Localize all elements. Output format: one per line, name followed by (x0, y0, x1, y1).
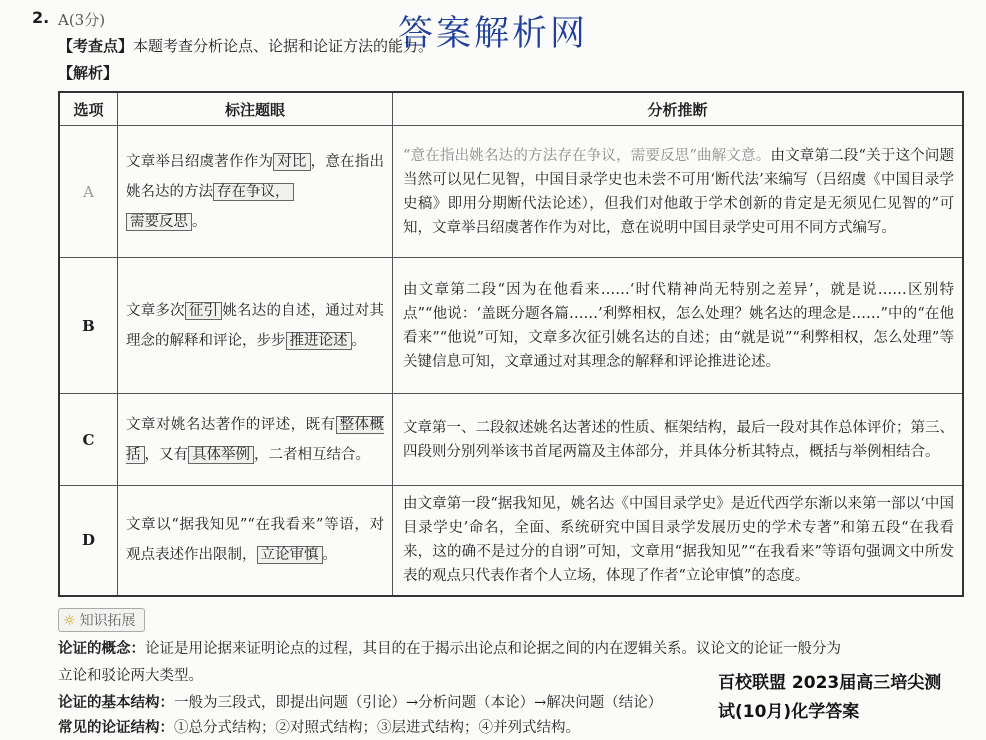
mark-text: 文章多次 (126, 302, 185, 319)
mark-cell (118, 486, 393, 596)
note-text: ①总分式结构；②对照式结构；③层进式结构；④并列式结构。 (174, 720, 580, 736)
jiexi-line (58, 62, 118, 83)
extension-title: 知识拓展 (79, 613, 136, 629)
analysis-cell (393, 126, 964, 258)
mark-text: ，二者相互结合。 (254, 446, 370, 463)
table-row (59, 486, 963, 596)
question-answer: A(3分) (58, 11, 106, 29)
note-text: 论证是用论据来证明论点的过程，其目的在于揭示出论点和论据之间的内在逻辑关系。议论文的论证一般分为 (145, 641, 841, 657)
mark-cell (118, 258, 393, 394)
option-label: C (59, 394, 118, 486)
kaochadian-line (58, 35, 433, 56)
note-key: 论证的概念： (58, 641, 145, 657)
analysis-table (58, 91, 964, 597)
mark-text: 。 (322, 547, 337, 564)
jiexi-label: 【解析】 (58, 64, 119, 82)
note-text: 一般为三段式，即提出问题（引论）→分析问题（本论）→解决问题（结论） (174, 695, 663, 711)
mark-text: 文章举吕绍虞著作作为 (126, 153, 274, 170)
mark-box: 需要反思 (126, 213, 192, 231)
table-row (59, 126, 963, 258)
mark-box: 整体概括 (126, 416, 384, 463)
analysis-cell: 由文章第一段“据我知见，姚名达《中国目录学史》是近代西学东渐以来第一部以‘中国目录学史’命名，全面、系统研究中国目录学发展历史的学术专著”和第五段“在我看来，这的确不是过分的自诩”可知，文章用“据我知见”“在我看来”等语句强调文中所发表的观点只代表作者个人立场，体现了作者“立论审慎”的态度。 (393, 486, 964, 596)
note-line (58, 637, 841, 658)
header-mark: 标注题眼 (118, 92, 393, 126)
note-key: 论证的基本结构： (58, 695, 174, 711)
mark-box: 对比 (273, 153, 310, 171)
mark-cell (118, 394, 393, 486)
analysis-cell: 由文章第二段“因为在他看来……‘时代精神尚无特别之差异’，就是说……区别特点”“他说：‘盖既分题各篇……’利弊相权，怎么处理？姚名达的理念是……”中的“在他看来”“他说”可知，文章多次征引姚名达的自述；由“就是说”“利弊相权，怎么处理”等关键信息可知，文章通过对其理念的解释和评论推进论述。 (393, 258, 964, 394)
header-analysis: 分析推断 (393, 92, 964, 126)
mark-text: 文章对姚名达著作的评述，既有 (126, 416, 336, 433)
table-header-row (59, 92, 963, 126)
option-label: A (59, 126, 118, 258)
mark-box: 具体举例 (188, 446, 254, 464)
note-key: 常见的论证结构： (58, 720, 174, 736)
mark-box: 立论审慎 (257, 546, 323, 564)
header-option: 选项 (59, 92, 118, 126)
mark-text: ，意在指出姚名达的方法 (126, 153, 384, 200)
mark-box: 存在争议， (213, 183, 294, 201)
analysis-cell: 文章第一、二段叙述姚名达著述的性质、框架结构，最后一段对其作总体评价；第三、四段则分别列举该书首尾两篇及主体部分，并具体分析其特点，概括与举例相结合。 (393, 394, 964, 486)
note-text: 立论和驳论两大类型。 (58, 668, 203, 684)
mark-cell (118, 126, 393, 258)
mark-text: ，又有 (144, 446, 188, 463)
lightbulb-icon: ☼ (63, 613, 76, 629)
option-label: D (59, 486, 118, 596)
mark-box: 征引 (185, 302, 222, 320)
mark-text: 文章以“据我知见”“在我看来”等语，对观点表述作出限制， (126, 517, 384, 564)
analysis-quote: “意在指出姚名达的方法存在争议，需要反思”曲解文意。 (403, 147, 771, 164)
note-line (58, 691, 662, 712)
table-row (59, 258, 963, 394)
kaochadian-text: 本题考查分析论点、论据和论证方法的能力。 (133, 37, 434, 55)
source-stamp-line1: 百校联盟 2023届高三培尖测 (718, 668, 941, 693)
table-row (59, 394, 963, 486)
knowledge-extension-badge (58, 608, 145, 632)
watermark: 答案解析网 (398, 14, 589, 54)
note-line (58, 664, 203, 685)
mark-text: 。 (192, 213, 207, 230)
mark-text: 。 (351, 332, 366, 349)
question-number: 2. (32, 8, 50, 27)
mark-box: 推进论述 (286, 332, 352, 350)
note-line (58, 716, 580, 737)
kaochadian-label: 【考查点】 (58, 37, 134, 55)
analysis-text: 由文章第二段“关于这个问题当然可以见仁见智，中国目录学史也未尝不可用‘断代法’来编写（吕绍虞《中国目录学史稿》即用分期断代法论述），但我们对他敢于学术创新的肯定是无须见仁见智的”可知，文章举吕绍虞著作作为对比，意在说明中国目录学史可用不同方式编写。 (403, 147, 954, 236)
option-label: B (59, 258, 118, 394)
mark-text: 姚名达的自述，通过对其理念的解释和评论，步步 (126, 302, 384, 349)
source-stamp-line2: 试(10月)化学答案 (718, 697, 859, 722)
